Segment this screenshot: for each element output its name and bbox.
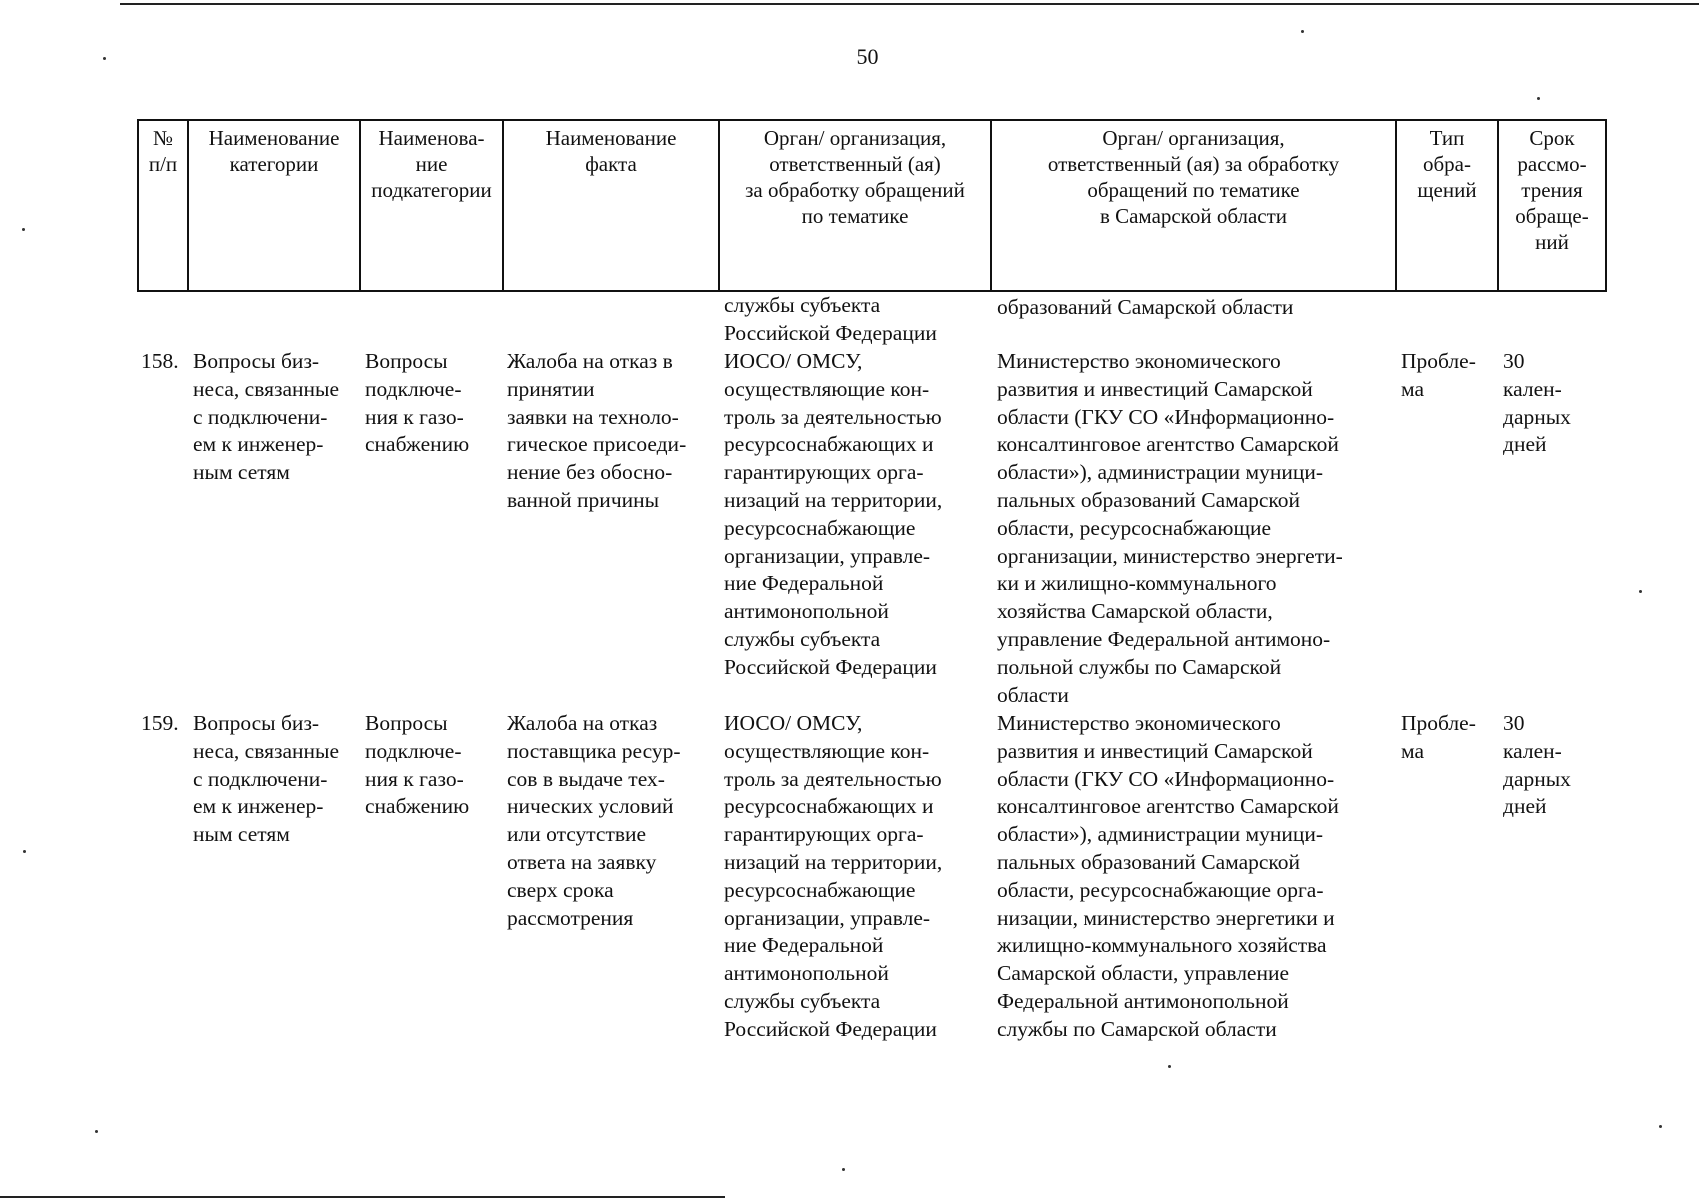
page-number: 50	[856, 44, 879, 69]
row-category: Вопросы биз- неса, связанные с подключени- ем к инженер- ным сетям	[193, 349, 340, 485]
row-organ-samara: Министерство экономического развития и инвестиций Самарской области (ГКУ СО «Информационно- консалтинговое агентство Самарской области»), администрации муници- пальных образований Самарской области, ресурсоснабжающие организации, министерство энергети- ки и жилищно-коммунального хозяйства Самарской области, управление Федеральной антимоно- польной службы по Самарской области	[997, 349, 1343, 707]
row-term: 30 кален- дарных дней	[1503, 349, 1571, 457]
continuation-organ: службы субъекта Российской Федерации	[724, 293, 937, 345]
column-header-number: № п/п	[138, 120, 188, 291]
row-term: 30 кален- дарных дней	[1503, 711, 1571, 819]
column-header-organ-samara: Орган/ организация, ответственный (ая) за обработку обращений по тематике в Самарской области	[991, 120, 1396, 291]
column-header-subcategory: Наименова- ние подкатегории	[360, 120, 503, 291]
row-organ-samara: Министерство экономического развития и инвестиций Самарской области (ГКУ СО «Информационно- консалтинговое агентство Самарской области»), администрации муници- пальных образований Самарской области, ресурсоснабжающие орга- низации, министерство энергетики и жилищно-коммунального хозяйства Самарской области, управление Федеральной антимонопольной службы по Самарской области	[997, 711, 1339, 1041]
scan-speck	[1659, 1125, 1662, 1128]
scan-edge-bottom	[0, 1196, 725, 1198]
row-fact: Жалоба на отказ в принятии заявки на техноло- гическое присоеди- нение без обосно- ванной причины	[507, 349, 687, 512]
row-subcategory: Вопросы подключе- ния к газо- снабжению	[365, 711, 470, 819]
scan-speck	[1639, 590, 1642, 593]
row-number: 158.	[141, 349, 179, 373]
row-type: Пробле- ма	[1401, 349, 1476, 401]
column-header-term: Срок рассмо- трения обраще- ний	[1498, 120, 1606, 291]
row-number: 159.	[141, 711, 179, 735]
scan-speck	[23, 850, 26, 853]
continuation-organ-samara: образований Самарской области	[997, 295, 1294, 319]
column-header-fact: Наименование факта	[503, 120, 719, 291]
row-organ: ИОСО/ ОМСУ, осуществляющие кон- троль за деятельностью ресурсоснабжающих и гарантирующих орга- низаций на территории, ресурсоснабжающие организации, управле- ние Федеральной антимонопольной службы субъекта Российской Федерации	[724, 711, 943, 1041]
scan-speck	[1537, 97, 1540, 100]
column-header-category: Наименование категории	[188, 120, 360, 291]
column-header-type: Тип обра- щений	[1396, 120, 1498, 291]
scan-edge-top	[120, 3, 1699, 5]
scan-speck	[1301, 30, 1304, 33]
row-category: Вопросы биз- неса, связанные с подключени- ем к инженер- ным сетям	[193, 711, 340, 847]
scan-speck	[842, 1168, 845, 1171]
row-fact: Жалоба на отказ поставщика ресур- сов в выдаче тех- нических условий или отсутствие ответа на заявку сверх срока рассмотрения	[507, 711, 681, 930]
row-type: Пробле- ма	[1401, 711, 1476, 763]
column-header-organ: Орган/ организация, ответственный (ая) за обработку обращений по тематике	[719, 120, 991, 291]
scan-speck	[22, 228, 25, 231]
scan-speck	[1168, 1065, 1171, 1068]
scan-speck	[95, 1130, 98, 1133]
row-subcategory: Вопросы подключе- ния к газо- снабжению	[365, 349, 470, 457]
row-organ: ИОСО/ ОМСУ, осуществляющие кон- троль за деятельностью ресурсоснабжающих и гарантирующих орга- низаций на территории, ресурсоснабжающие организации, управле- ние Федеральной антимонопольной службы субъекта Российской Федерации	[724, 349, 943, 679]
scan-speck	[103, 57, 106, 60]
table-header	[137, 119, 1607, 292]
